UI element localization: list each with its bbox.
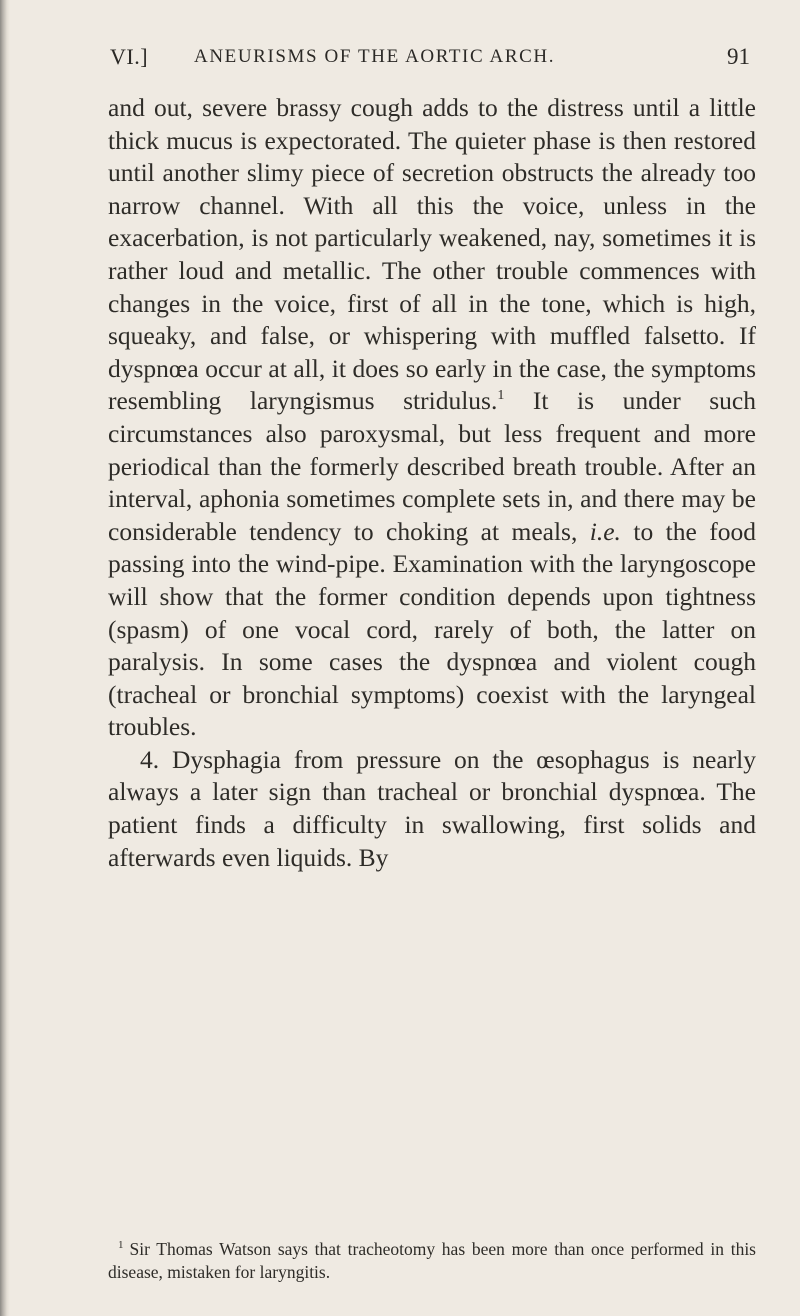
para1-text-a: and out, severe brassy cough adds to the distress until a little thick mucus is expectorated. The quieter phase is then restored until another slimy piece of secretion obstructs the already too narrow channel. With all this the voice, unless in the exacerbation, is not particularly weakened, nay, sometimes it is rather loud and metallic. The other trouble commences with changes in the voice, first of all in the tone, which is high, squeaky, and false, or whispering with muffled falsetto. If dyspnœa occur at all, it does so early in the case, the symptoms resembling laryngismus stridulus. (108, 93, 756, 416)
binding-edge (0, 0, 10, 1316)
chapter-number: VI.] (110, 44, 149, 69)
para1-text-b: It is under such circumstances also paroxysmal, but less frequent and more periodical than the formerly described breath trouble. After an interval, aphonia sometimes complete sets in, and there may be considerable tendency to choking at meals, (108, 386, 756, 546)
footnote-marker: 1 (118, 1239, 124, 1251)
body-text (108, 92, 756, 874)
abbreviation-ie: i.e. (589, 516, 621, 546)
running-title: ANEURISMS OF THE AORTIC ARCH. (194, 46, 556, 67)
page-number: 91 (727, 44, 750, 69)
footnote-reference: 1 (497, 388, 505, 404)
paragraph-continued (108, 92, 756, 744)
paragraph-dysphagia: 4. Dysphagia from pressure on the œsophagus is nearly always a later sign than tracheal or bronchial dyspnœa. The patient finds a difficulty in swallowing, first solids and afterwards even liquids. By (108, 744, 756, 872)
running-head (110, 44, 750, 80)
footnote-text: Sir Thomas Watson says that tracheotomy has been more than once performed in this disease, mistaken for laryngitis. (108, 1239, 756, 1282)
para1-text-c: to the food passing into the wind-pipe. Examination with the laryngoscope will show that the former condition depends upon tightness (spasm) of one vocal cord, rarely of both, the latter on paralysis. In some cases the dyspnœa and violent cough (tracheal or bronchial symptoms) coexist with the laryngeal troubles. (108, 516, 756, 742)
footnote (108, 1238, 756, 1284)
